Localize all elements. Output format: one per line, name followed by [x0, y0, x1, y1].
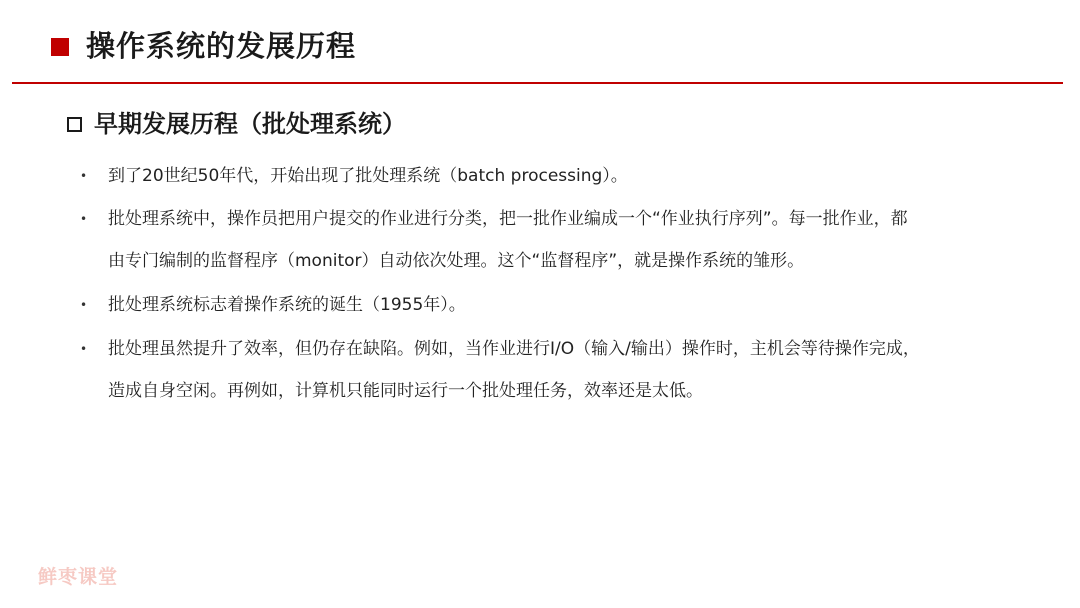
bullet-dot-icon: • [80, 169, 88, 183]
bullet-dot-icon: • [80, 342, 88, 356]
slide-title: 操作系统的发展历程 [86, 29, 357, 63]
title-divider [12, 82, 1063, 84]
bullet-line: 由专门编制的监督程序（monitor）自动依次处理。这个“监督程序”，就是操作系统的雏形。 [108, 251, 805, 271]
slide-header [0, 0, 1080, 84]
bullet-line: 批处理虽然提升了效率，但仍存在缺陷。例如，当作业进行I/O（输入/输出）操作时，主机会等待操作完成， [108, 339, 920, 359]
bullet-line: 批处理系统标志着操作系统的诞生（1955年）。 [108, 295, 466, 315]
bullet-dot-icon: • [80, 212, 88, 226]
section-heading [67, 106, 406, 142]
bullet-line: 到了20世纪50年代，开始出现了批处理系统（batch processing）。 [108, 166, 628, 186]
hollow-square-icon [67, 117, 82, 132]
watermark-logo: 鲜枣课堂 [38, 566, 119, 588]
section-heading-text: 早期发展历程（批处理系统） [94, 110, 406, 138]
title-marker-square [51, 38, 69, 56]
bullet-line: 造成自身空闲。再例如，计算机只能同时运行一个批处理任务，效率还是太低。 [108, 381, 703, 401]
bullet-line: 批处理系统中，操作员把用户提交的作业进行分类，把一批作业编成一个“作业执行序列”。每一批作业，都 [108, 209, 908, 229]
bullet-dot-icon: • [80, 298, 88, 312]
